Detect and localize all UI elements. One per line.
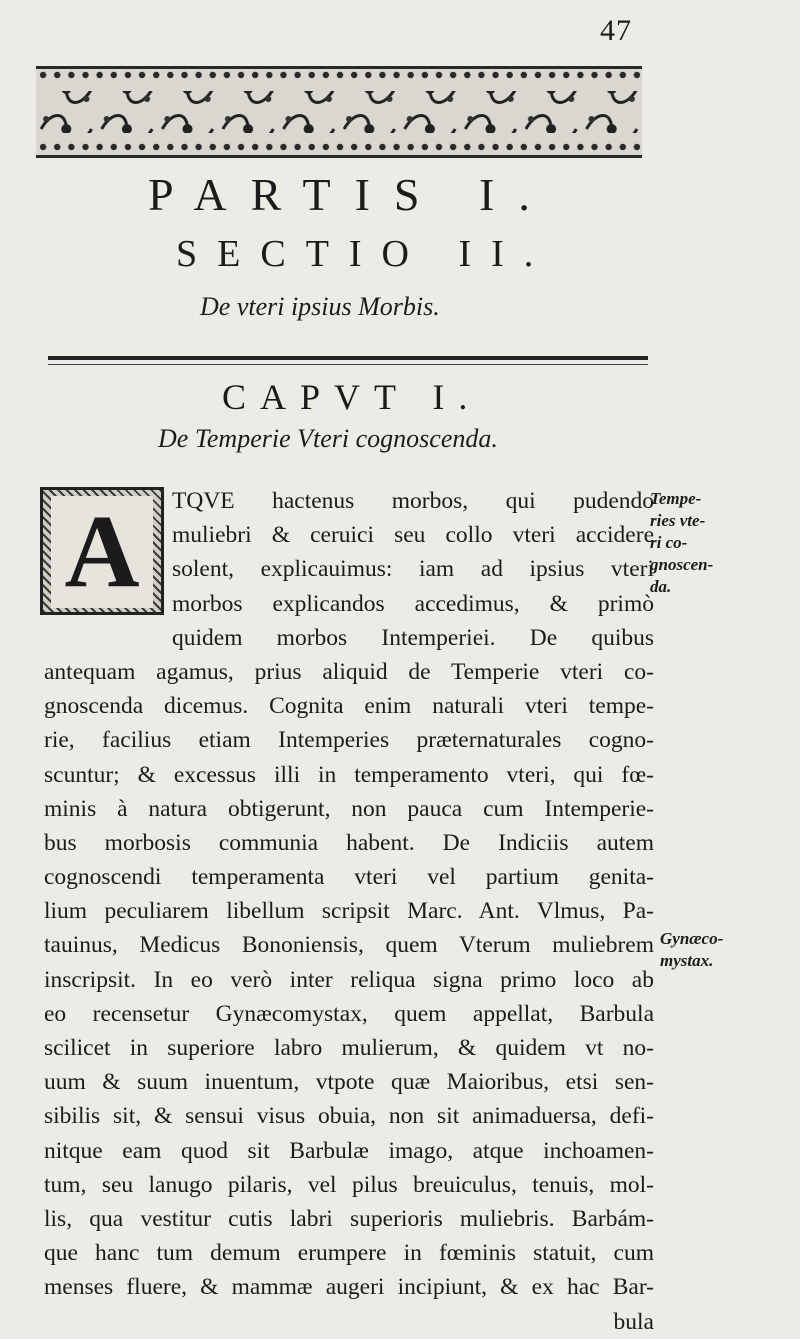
margin-note-line: Gynæco- [660, 929, 724, 948]
margin-note-line: Tempe- [650, 489, 702, 508]
text-line: eo recensetur Gynæcomystax, quem appellat, Barbula [44, 1000, 654, 1027]
chapter-title: CAPVT I. [222, 377, 482, 417]
text-line: tum, seu lanugo pilaris, vel pilus breuiculus, tenuis, mol- [44, 1171, 654, 1198]
margin-note-gynaecomystax [660, 928, 750, 972]
catchword: bula [613, 1308, 654, 1335]
text-line: nitque eam quod sit Barbulæ imago, atque inchoamen- [44, 1137, 654, 1164]
text-line: lis, qua vestitur cutis labri superioris muliebris. Barbám- [44, 1205, 654, 1232]
ornament-pattern [36, 69, 642, 155]
headpiece-ornament [36, 66, 642, 158]
text-line: scuntur; & excessus illi in temperamento vteri, qui fœ- [44, 761, 654, 788]
text-line: scilicet in superiore labro mulierum, & quidem vt no- [44, 1035, 654, 1061]
margin-note-temperies [650, 488, 740, 598]
text-line: menses fluere, & mammæ augeri incipiunt, & ex hac Bar- [44, 1274, 654, 1301]
margin-note-line: ries vte- [650, 511, 706, 530]
initial-letter: A [51, 496, 153, 608]
text-line: quidem morbos Intemperiei. De quibus [172, 624, 654, 651]
margin-note-line: gnoscen- [650, 555, 714, 574]
text-line: lium peculiarem libellum scripsit Marc. Ant. Vlmus, Pa- [44, 898, 654, 925]
text-line: gnoscenda dicemus. Cognita enim naturali vteri tempe- [44, 693, 654, 720]
margin-note-line: mystax. [660, 951, 714, 970]
text-line: tauinus, Medicus Bononiensis, quem Vterum muliebrem [44, 932, 654, 959]
divider-thick [48, 356, 648, 360]
body-text [44, 484, 654, 1339]
text-line: que hanc tum demum erumpere in fœminis statuit, cum [44, 1240, 654, 1267]
text-line: bus morbosis communia habent. De Indiciis autem [44, 829, 654, 856]
text-line: minis à natura obtigerunt, non pauca cum Intemperie- [44, 795, 654, 822]
text-line: rie, facilius etiam Intemperies præternaturales cogno- [44, 727, 654, 754]
text-line: inscripsit. In eo verò inter reliqua signa primo loco ab [44, 966, 654, 993]
text-line: morbos explicandos accedimus, & primò [172, 590, 654, 617]
margin-note-line: ri co- [650, 533, 688, 552]
text-line: muliebri & ceruici seu collo vteri accidere [172, 522, 654, 549]
part-title: PARTIS I. [148, 169, 554, 220]
text-line: cognoscendi temperamenta vteri vel partium genita- [44, 864, 654, 891]
text-line: TQVE hactenus morbos, qui pudendo [172, 488, 654, 514]
divider-thin [48, 364, 648, 365]
text-line: antequam agamus, prius aliquid de Temperie vteri co- [44, 658, 654, 685]
page-number: 47 [600, 14, 632, 47]
section-subtitle: De vteri ipsius Morbis. [200, 292, 440, 321]
margin-note-line: da. [650, 577, 672, 596]
section-title: SECTIO II. [176, 233, 554, 275]
text-line: uum & suum inuentum, vtpote quæ Maioribus, etsi sen- [44, 1069, 654, 1096]
text-line: sibilis sit, & sensui visus obuia, non sit animaduersa, defi- [44, 1103, 654, 1130]
chapter-subtitle: De Temperie Vteri cognoscenda. [158, 424, 498, 453]
text-line: solent, explicauimus: iam ad ipsius vteri [172, 556, 654, 583]
